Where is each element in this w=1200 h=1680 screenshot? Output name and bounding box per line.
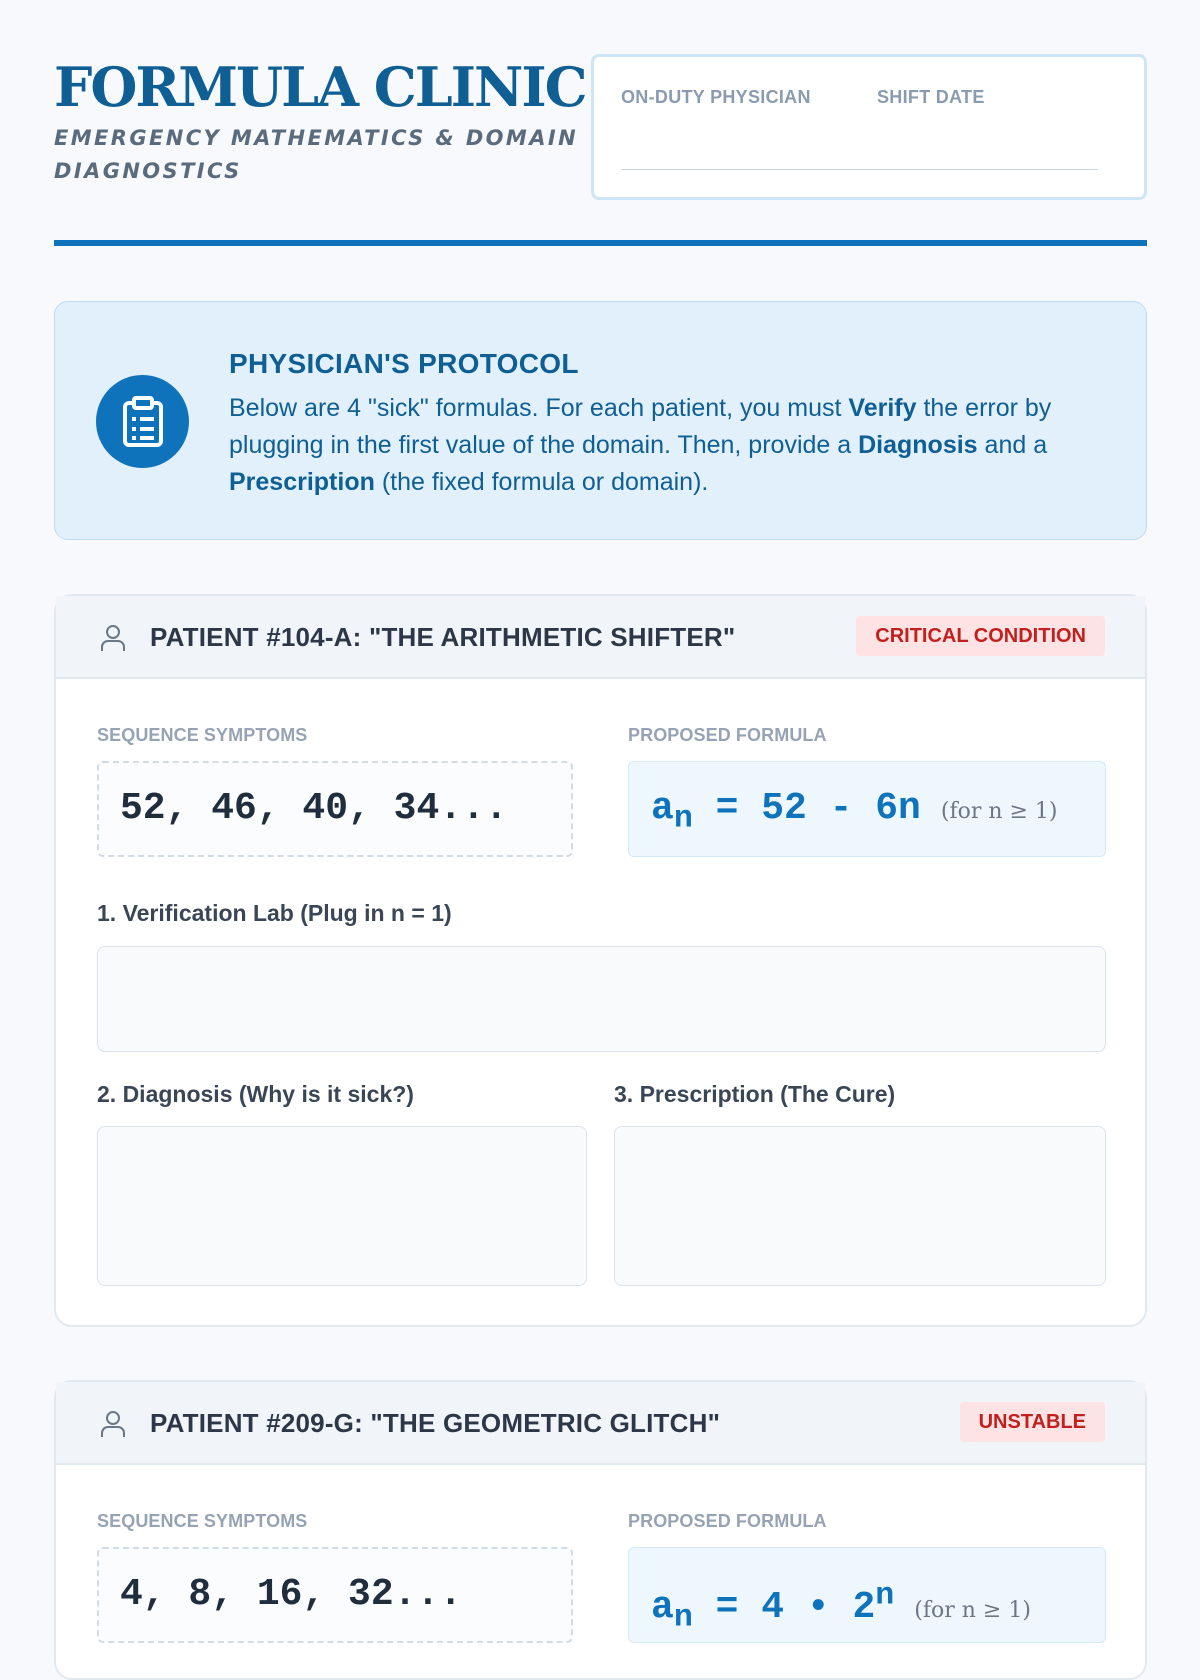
physician-label: ON-DUTY PHYSICIAN (621, 87, 811, 107)
symptoms-label: SEQUENCE SYMPTOMS (97, 1511, 308, 1531)
patient-title: PATIENT #209-G: "THE GEOMETRIC GLITCH" (150, 1408, 721, 1438)
protocol-panel (54, 301, 1147, 540)
patient-card (54, 1380, 1147, 1680)
patient-card-header (56, 1382, 1145, 1465)
patient-card (54, 594, 1147, 1327)
formula-domain: (for n ≥ 1) (914, 1597, 1031, 1623)
verification-answer-field[interactable] (97, 946, 1106, 1052)
protocol-text: Below are 4 "sick" formulas. For each patient, you must Verify the error by plugging in the first value of the domain. Then, provide a Diagnosis and a Prescription (the fixed formula or domain). (229, 394, 1052, 496)
formula-label: PROPOSED FORMULA (628, 725, 827, 745)
person-icon (100, 624, 126, 652)
page-subtitle: EMERGENCY MATHEMATICS & DOMAIN DIAGNOSTICS (54, 126, 579, 183)
header (54, 0, 1147, 247)
patient-title: PATIENT #104-A: "THE ARITHMETIC SHIFTER" (150, 622, 736, 652)
shift-date-label: SHIFT DATE (877, 87, 985, 107)
formula-domain: (for n ≥ 1) (940, 799, 1058, 824)
diagnosis-answer-field[interactable] (97, 1126, 587, 1286)
proposed-formula: $a_n = 52 - 6n$ (for n ≥ 1) (628, 761, 1106, 857)
proposed-formula: $a_n = 4$ • 2$^n$ (for n ≥ 1) (628, 1547, 1106, 1643)
status-badge: UNSTABLE (960, 1402, 1105, 1442)
symptoms-label: SEQUENCE SYMPTOMS (97, 725, 308, 745)
sequence-symptoms: 52, 46, 40, 34... (97, 761, 573, 857)
sequence-symptoms: 4, 8, 16, 32... (97, 1547, 573, 1643)
worksheet-page (54, 0, 1147, 1636)
page-title: FORMULA CLINIC (54, 55, 586, 119)
duty-signature-line[interactable] (621, 169, 1098, 170)
person-icon (100, 1410, 126, 1438)
duty-info-box (591, 54, 1147, 200)
status-badge: CRITICAL CONDITION (856, 616, 1105, 656)
formula-label: PROPOSED FORMULA (628, 1511, 827, 1531)
diagnosis-label: 2. Diagnosis (Why is it sick?) (97, 1081, 414, 1107)
prescription-answer-field[interactable] (614, 1126, 1106, 1286)
clipboard-icon (96, 375, 189, 468)
patient-card-header (56, 596, 1145, 679)
verification-label: 1. Verification Lab (Plug in n = 1) (97, 900, 452, 926)
header-divider (54, 240, 1147, 246)
prescription-label: 3. Prescription (The Cure) (614, 1081, 896, 1107)
protocol-title: PHYSICIAN'S PROTOCOL (229, 348, 579, 379)
